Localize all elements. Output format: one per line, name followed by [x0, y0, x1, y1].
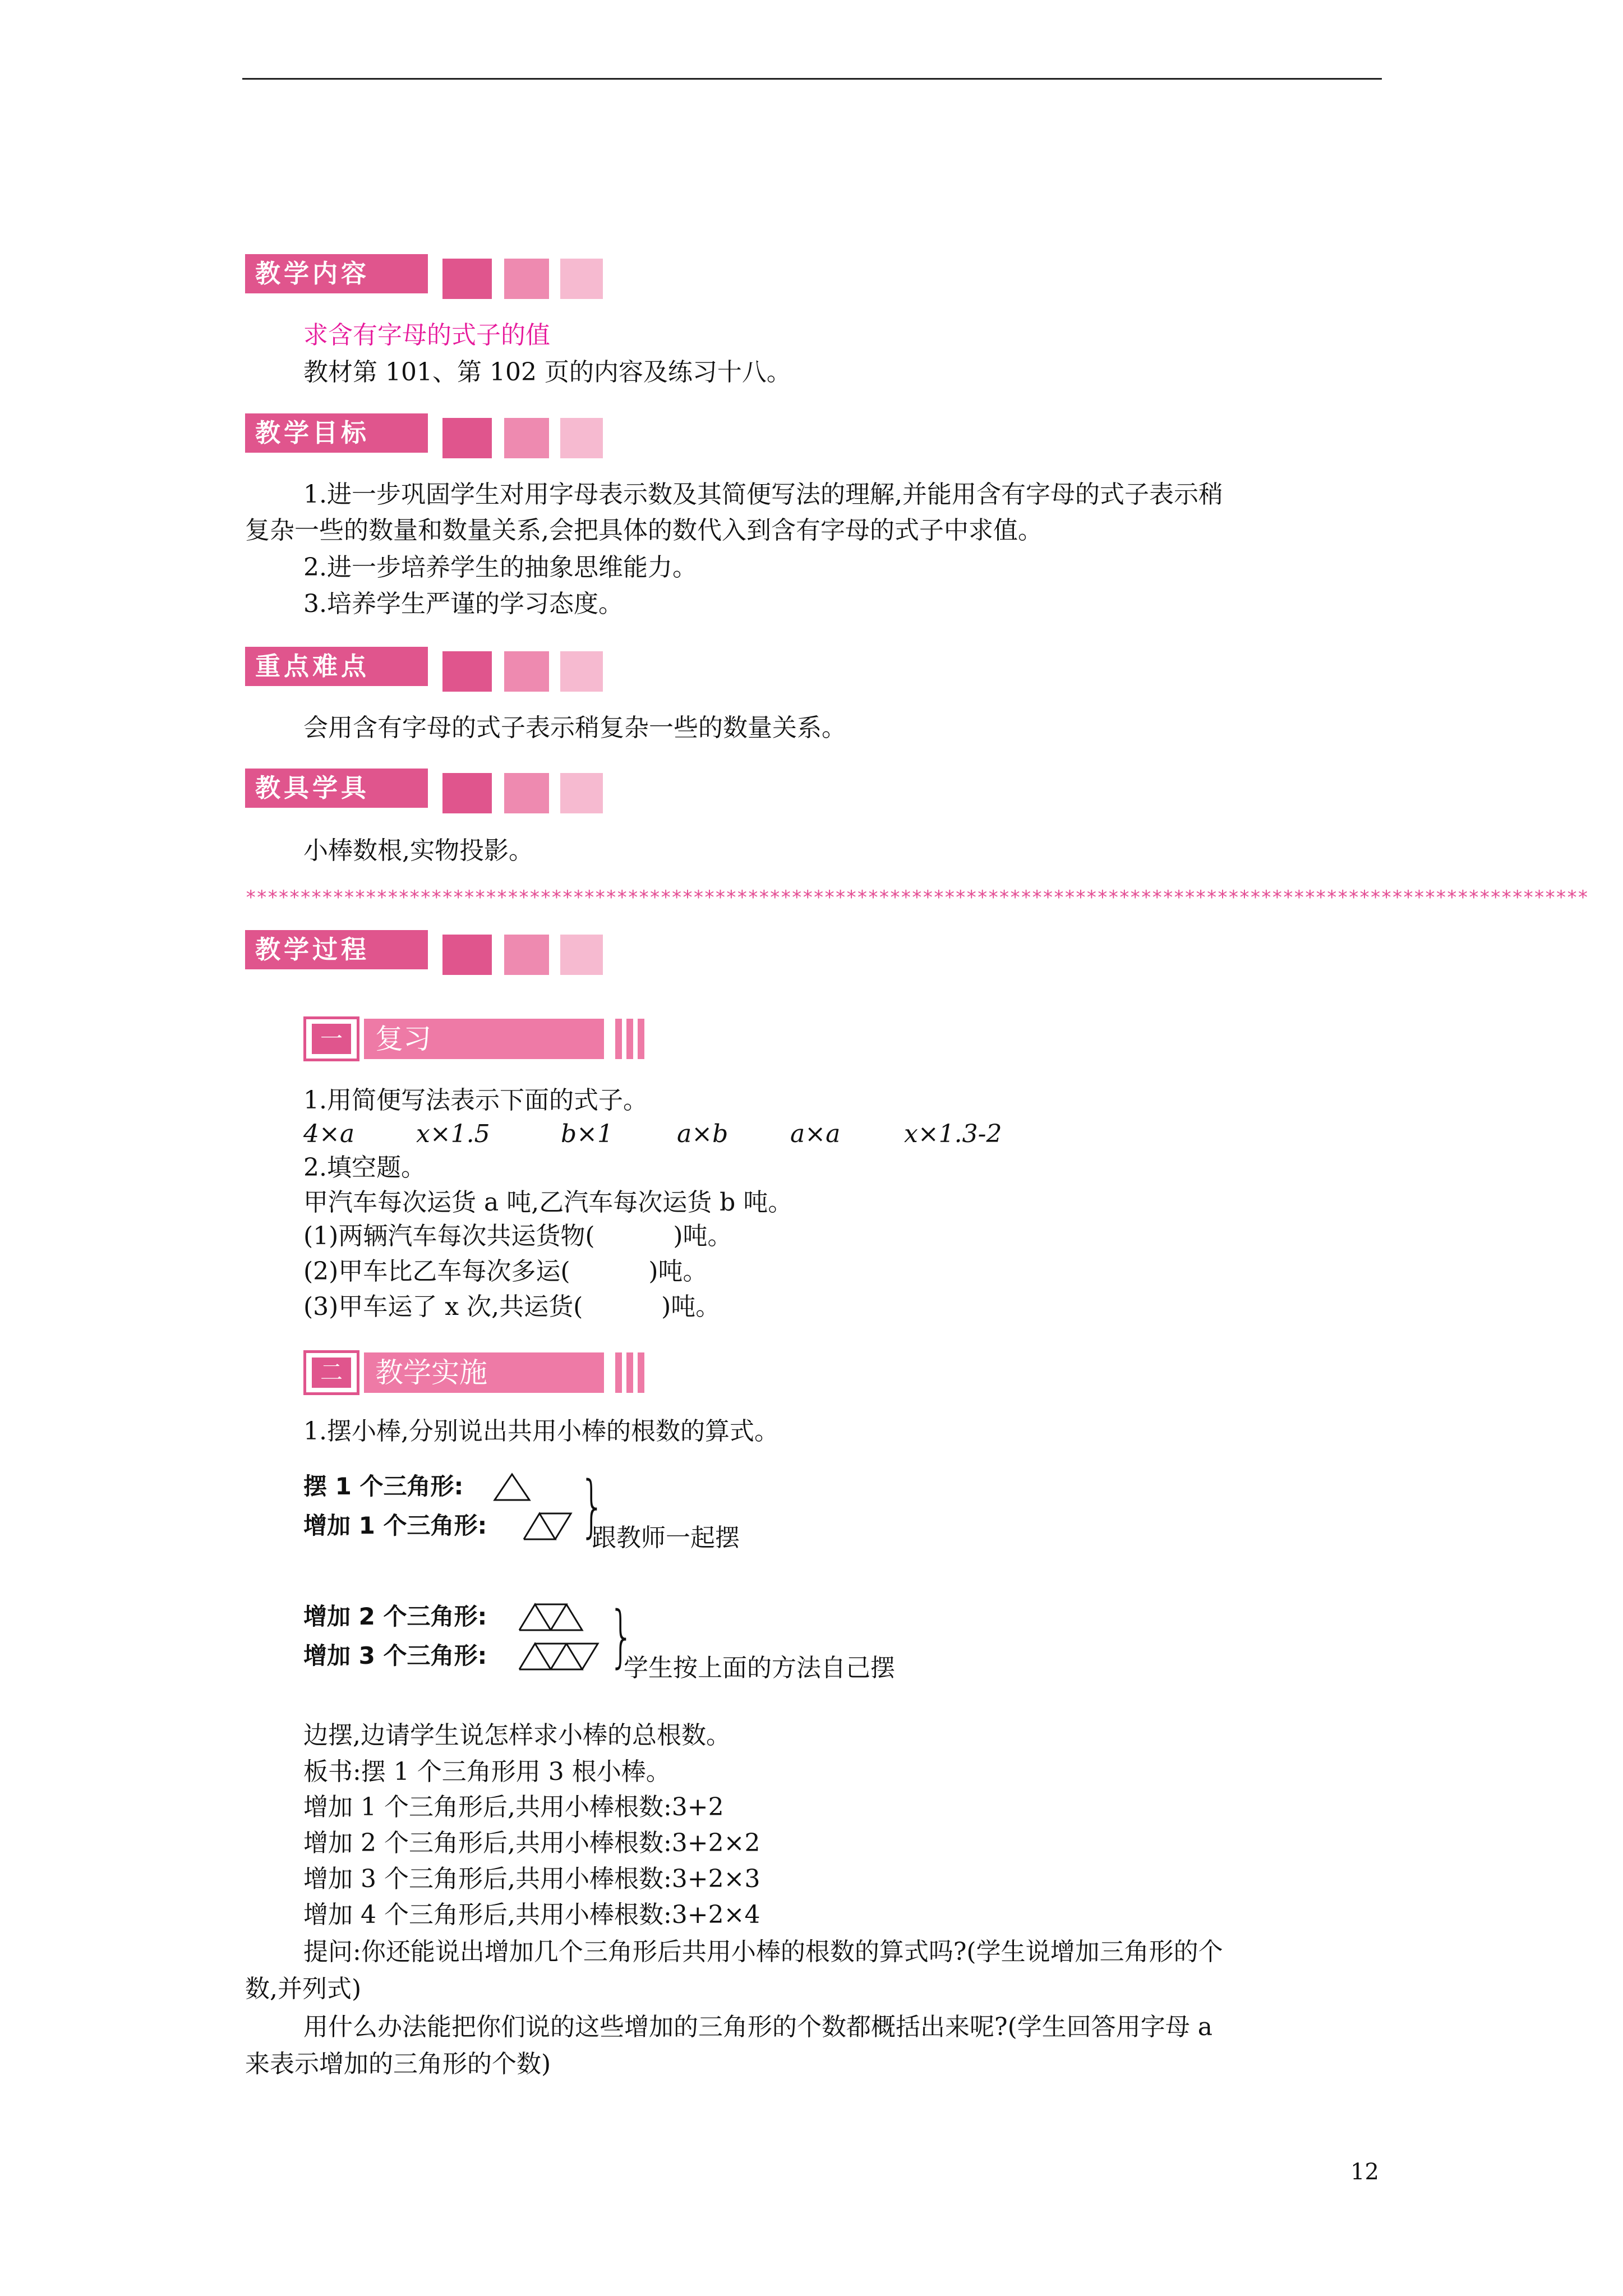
review-p0: 甲汽车每次运货 a 吨,乙汽车每次运货 b 吨。 [303, 1188, 793, 1217]
triangle-4-icon [517, 1641, 607, 1672]
teach-l7b: 数,并列式) [245, 1975, 362, 2003]
decor-square [442, 773, 492, 813]
key-line: 会用含有字母的式子表示稍复杂一些的数量关系。 [303, 714, 846, 742]
decor-square [442, 651, 492, 692]
teach-l5: 增加 3 个三角形后,共用小棒根数:3+2×3 [303, 1865, 760, 1893]
section-label: 教学过程 [245, 930, 428, 969]
step-title: 教学实施 [364, 1352, 604, 1393]
decor-square [504, 418, 549, 458]
content-title: 求含有字母的式子的值 [303, 321, 550, 349]
arrange-2-label: 增加 1 个三角形: [303, 1512, 487, 1539]
step-header-teach [303, 1350, 677, 1395]
page-number: 12 [1350, 2159, 1379, 2185]
teach-t1: 1.摆小棒,分别说出共用小棒的根数的算式。 [303, 1417, 779, 1446]
goal-3: 3.培养学生严谨的学习态度。 [303, 590, 623, 618]
review-p3: (3)甲车运了 x 次,共运货( )吨。 [303, 1292, 721, 1321]
content-line: 教材第 101、第 102 页的内容及练习十八。 [303, 358, 791, 386]
step-title: 复习 [364, 1019, 604, 1059]
top-rule [242, 78, 1382, 80]
review-expr-1: 4×a [303, 1120, 355, 1148]
section-label: 教具学具 [245, 769, 428, 808]
section-label: 教学目标 [245, 413, 428, 453]
section-label: 教学内容 [245, 254, 428, 293]
star-divider: *************************************************************************************************************************** [245, 886, 1588, 909]
arrange-4-label: 增加 3 个三角形: [303, 1642, 487, 1669]
section-label: 重点难点 [245, 647, 428, 686]
triangle-3-icon [517, 1602, 590, 1632]
teach-l3: 增加 1 个三角形后,共用小棒根数:3+2 [303, 1793, 724, 1821]
teach-l8a: 用什么办法能把你们说的这些增加的三角形的个数都概括出来呢?(学生回答用字母 a [303, 2013, 1212, 2041]
decor-square [560, 773, 603, 813]
decor-stripe [626, 1019, 633, 1059]
triangle-2-icon [522, 1511, 583, 1542]
teach-l4: 增加 2 个三角形后,共用小棒根数:3+2×2 [303, 1829, 760, 1857]
decor-square [504, 259, 549, 299]
teach-l2: 板书:摆 1 个三角形用 3 根小棒。 [303, 1757, 671, 1786]
decor-stripe [615, 1352, 622, 1393]
goal-1b: 复杂一些的数量和数量关系,会把具体的数代入到含有字母的式子中求值。 [245, 516, 1043, 545]
decor-square [560, 259, 603, 299]
review-expr-6: x×1.3-2 [904, 1120, 1002, 1148]
teach-l7a: 提问:你还能说出增加几个三角形后共用小棒的根数的算式吗?(学生说增加三角形的个 [303, 1938, 1223, 1966]
arrange-note-1: 跟教师一起摆 [592, 1524, 740, 1552]
arrange-1-label: 摆 1 个三角形: [303, 1473, 464, 1500]
review-expr-5: a×a [790, 1120, 841, 1148]
decor-square [560, 418, 603, 458]
decor-square [560, 935, 603, 975]
decor-square [504, 935, 549, 975]
tools-line: 小棒数根,实物投影。 [303, 836, 533, 865]
review-q2: 2.填空题。 [303, 1153, 426, 1182]
step-header-review [303, 1016, 677, 1061]
teach-l6: 增加 4 个三角形后,共用小棒根数:3+2×4 [303, 1901, 760, 1929]
review-expr-2: x×1.5 [416, 1120, 490, 1148]
review-expr-3: b×1 [561, 1120, 614, 1148]
goal-1a: 1.进一步巩固学生对用字母表示数及其简便写法的理解,并能用含有字母的式子表示稍 [303, 480, 1223, 509]
decor-stripe [638, 1352, 644, 1393]
review-q1: 1.用简便写法表示下面的式子。 [303, 1086, 648, 1115]
arrange-note-2: 学生按上面的方法自己摆 [624, 1654, 895, 1682]
step-number-box [303, 1350, 359, 1395]
review-expr-4: a×b [677, 1120, 728, 1148]
decor-square [504, 651, 549, 692]
decor-stripe [638, 1019, 644, 1059]
brace-1: } [579, 1467, 606, 1545]
review-p2: (2)甲车比乙车每次多运( )吨。 [303, 1257, 708, 1286]
decor-square [442, 935, 492, 975]
step-number-box [303, 1016, 359, 1061]
decor-stripe [615, 1019, 622, 1059]
decor-square [504, 773, 549, 813]
teach-l1: 边摆,边请学生说怎样求小棒的总根数。 [303, 1721, 731, 1750]
arrange-3-label: 增加 2 个三角形: [303, 1603, 487, 1630]
step-number: 二 [312, 1358, 351, 1388]
review-p1: (1)两辆汽车每次共运货物( )吨。 [303, 1222, 732, 1250]
triangle-1-icon [492, 1472, 532, 1502]
decor-square [442, 259, 492, 299]
decor-square [560, 651, 603, 692]
teach-l8b: 来表示增加的三角形的个数) [245, 2050, 551, 2078]
goal-2: 2.进一步培养学生的抽象思维能力。 [303, 553, 697, 582]
decor-stripe [626, 1352, 633, 1393]
decor-square [442, 418, 492, 458]
brace-2: } [608, 1598, 635, 1676]
step-number: 一 [312, 1024, 351, 1054]
